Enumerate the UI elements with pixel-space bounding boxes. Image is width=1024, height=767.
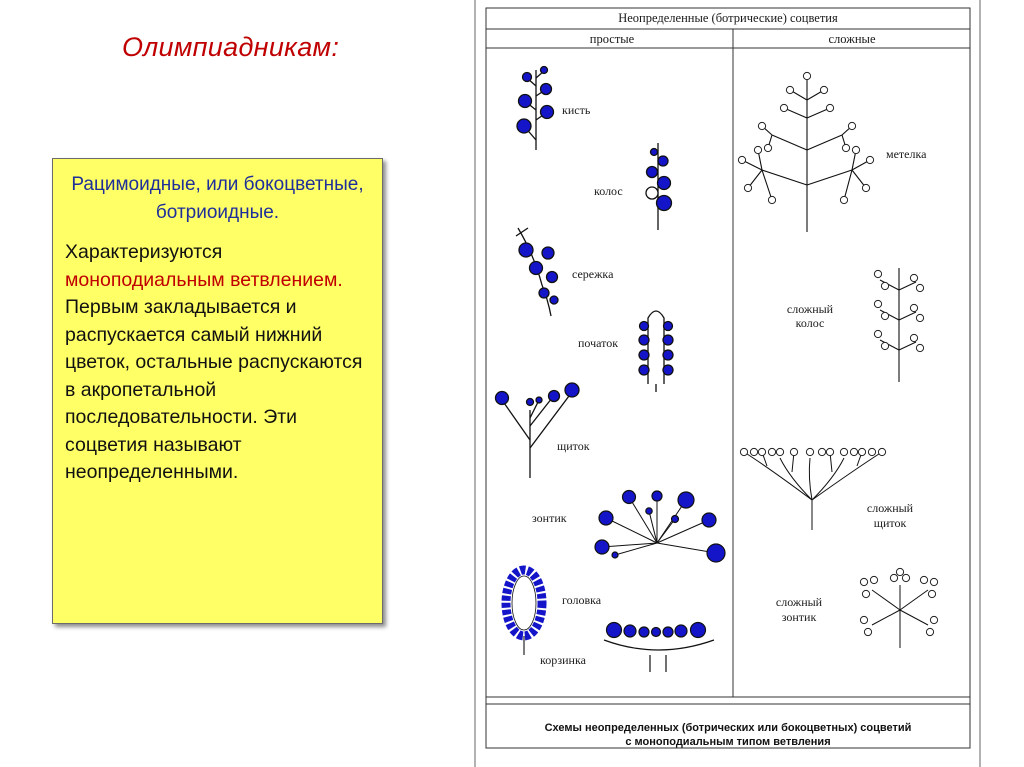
label-kolos: колос bbox=[594, 184, 623, 198]
label-golovka: головка bbox=[562, 593, 602, 607]
inflorescence-diagram bbox=[472, 0, 984, 767]
label-compound-corymb-2: щиток bbox=[873, 516, 907, 530]
label-serezhka: сережка bbox=[572, 267, 614, 281]
textbox-heading: Рацимоидные, или бокоцветные, ботриоидные. bbox=[71, 174, 364, 223]
label-shchitok: щиток bbox=[557, 439, 590, 453]
label-kist: кисть bbox=[562, 103, 591, 117]
slide-title: Олимпиадникам: bbox=[122, 32, 340, 62]
label-compound-spike-1: сложный bbox=[786, 302, 834, 316]
inflorescence-diagram-svg bbox=[472, 0, 984, 767]
textbox-body bbox=[65, 239, 370, 487]
label-zontik: зонтик bbox=[532, 511, 567, 525]
label-metelka: метелка bbox=[886, 147, 927, 161]
label-korzinka: корзинка bbox=[540, 653, 586, 667]
body-rest: Первым закладывается и распускается самый нижний цветок, остальные распускаются в акропетальной последовательности. Эти соцветия называют неопределенными. bbox=[65, 296, 363, 483]
diagram-caption-line2: с моноподиальным типом ветвления bbox=[625, 736, 831, 748]
definition-textbox bbox=[52, 158, 383, 624]
label-compound-corymb-1: сложный bbox=[866, 501, 914, 515]
label-pochatok: початок bbox=[578, 336, 619, 350]
body-start: Характеризуются bbox=[65, 241, 223, 263]
body-accent: моноподиальным ветвлением. bbox=[65, 268, 343, 291]
label-compound-spike-2: колос bbox=[795, 316, 825, 330]
col-complex: сложные bbox=[828, 32, 876, 46]
label-compound-umbel-1: сложный bbox=[775, 595, 823, 609]
diagram-caption-line1: Схемы неопределенных (ботрических или бокоцветных) соцветий bbox=[544, 722, 912, 734]
diagram-header: Неопределенные (ботрические) соцветия bbox=[618, 11, 838, 25]
col-simple: простые bbox=[589, 32, 635, 46]
label-compound-umbel-2: зонтик bbox=[781, 610, 817, 624]
